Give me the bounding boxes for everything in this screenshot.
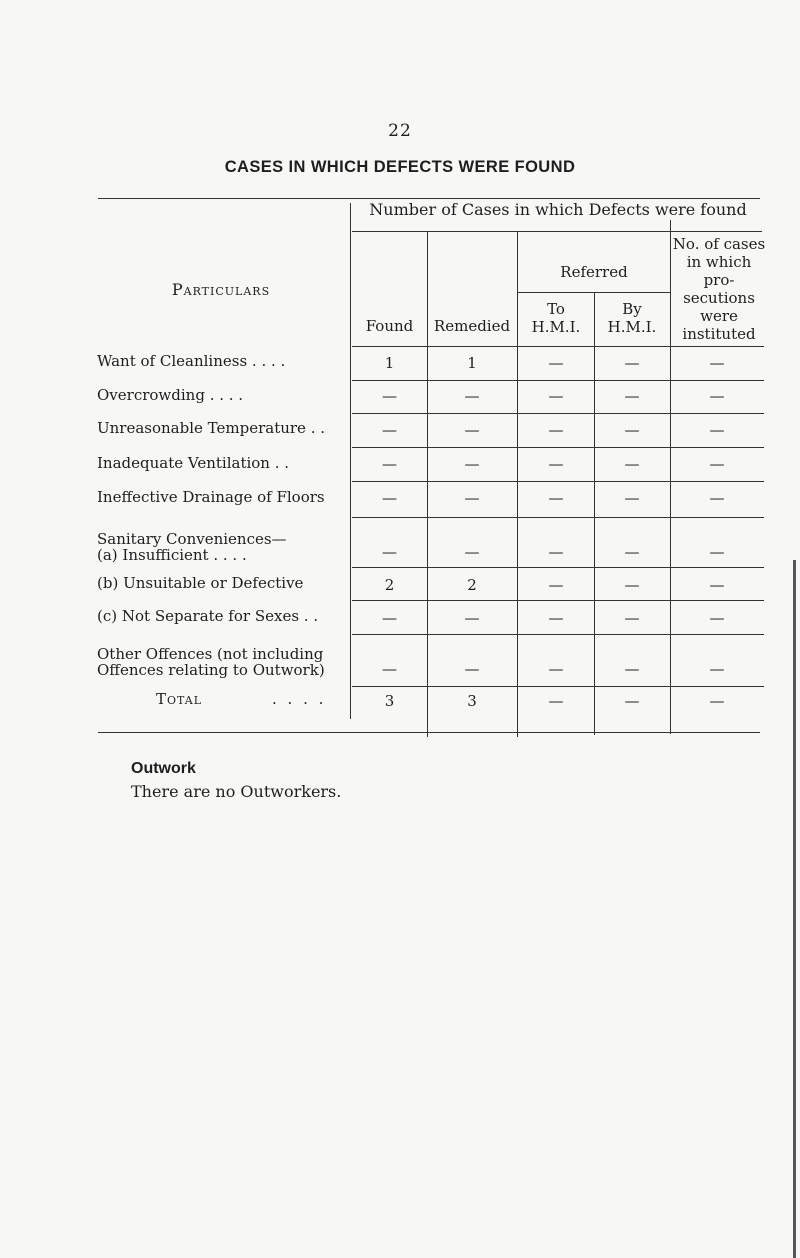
found-value: — xyxy=(382,543,397,561)
header-prosecutions-line: were xyxy=(700,307,738,325)
row-rule xyxy=(352,567,764,568)
header-prosecutions-line: in which xyxy=(686,253,752,271)
prosecutions-value: — xyxy=(709,576,725,594)
header-rule xyxy=(352,231,762,232)
prosecutions-value: — xyxy=(709,660,725,678)
found-value: — xyxy=(382,660,397,678)
to-hmi-total: — xyxy=(548,692,564,710)
page-edge-shadow xyxy=(793,560,796,1258)
page-title: CASES IN WHICH DEFECTS WERE FOUND xyxy=(224,158,576,176)
total-label-text: Total xyxy=(156,690,203,708)
header-to-hmi xyxy=(518,298,594,338)
prosecutions-value: — xyxy=(709,387,725,405)
to-hmi-value: — xyxy=(548,543,564,561)
by-hmi-value: — xyxy=(624,455,640,473)
header-rule xyxy=(518,292,670,293)
header-referred: Referred xyxy=(560,263,628,281)
row-rule xyxy=(352,413,764,414)
remedied-value: — xyxy=(464,421,480,439)
by-hmi-value: — xyxy=(624,543,640,561)
header-particulars: Particulars xyxy=(171,280,271,299)
row-rule xyxy=(352,481,764,482)
row-rule xyxy=(352,686,764,687)
row-rule xyxy=(352,447,764,448)
prosecutions-value: — xyxy=(709,421,725,439)
remedied-value: — xyxy=(464,660,480,678)
to-hmi-value: — xyxy=(548,660,564,678)
row-label: Unreasonable Temperature . . xyxy=(97,419,326,437)
header-prosecutions-line: instituted xyxy=(682,325,756,343)
prosecutions-value: — xyxy=(709,455,725,473)
remedied-value: — xyxy=(464,387,480,405)
header-by-hmi-line2: H.M.I. xyxy=(607,318,657,336)
remedied-value: — xyxy=(464,543,480,561)
row-label: Want of Cleanliness . . . . xyxy=(97,352,286,370)
row-label: Overcrowding . . . . xyxy=(97,386,244,404)
header-by-hmi xyxy=(594,298,670,338)
to-hmi-value: — xyxy=(548,387,564,405)
row-label: Sanitary Conveniences— xyxy=(97,530,287,548)
header-prosecutions-line: No. of cases xyxy=(672,235,766,253)
found-value: — xyxy=(382,455,397,473)
by-hmi-value: — xyxy=(624,660,640,678)
remedied-value: — xyxy=(464,609,480,627)
header-prosecutions-line: pro- xyxy=(703,271,735,289)
table-bottom-rule xyxy=(98,732,760,733)
outwork-heading: Outwork xyxy=(131,760,196,777)
by-hmi-value: — xyxy=(624,387,640,405)
prosecutions-value: — xyxy=(709,354,725,372)
by-hmi-value: — xyxy=(624,609,640,627)
to-hmi-value: — xyxy=(548,609,564,627)
by-hmi-value: — xyxy=(624,354,640,372)
prosecutions-value: — xyxy=(709,609,725,627)
outwork-text: There are no Outworkers. xyxy=(131,782,342,801)
found-value: — xyxy=(382,489,397,507)
header-prosecutions xyxy=(670,236,768,342)
prosecutions-value: — xyxy=(709,489,725,507)
header-number-of-cases: Number of Cases in which Defects were found xyxy=(369,200,747,219)
found-value: — xyxy=(382,387,397,405)
row-rule xyxy=(352,517,764,518)
header-rule xyxy=(352,346,764,347)
to-hmi-value: — xyxy=(548,576,564,594)
row-label: (b) Unsuitable or Defective xyxy=(97,574,304,592)
header-prosecutions-line: secutions xyxy=(683,289,755,307)
row-label: (c) Not Separate for Sexes . . xyxy=(97,607,319,625)
header-remedied: Remedied xyxy=(433,317,511,335)
to-hmi-value: — xyxy=(548,455,564,473)
found-total: 3 xyxy=(384,692,395,710)
row-rule xyxy=(352,600,764,601)
row-label: Other Offences (not including xyxy=(97,645,324,663)
by-hmi-value: — xyxy=(624,421,640,439)
row-label: Inadequate Ventilation . . xyxy=(97,454,290,472)
row-rule xyxy=(352,380,764,381)
header-by-hmi-line1: By xyxy=(622,300,642,318)
prosecutions-value: — xyxy=(709,543,725,561)
by-hmi-value: — xyxy=(624,489,640,507)
row-rule xyxy=(352,634,764,635)
remedied-value: 1 xyxy=(467,354,477,372)
page-number: 22 xyxy=(388,121,412,141)
remedied-value: — xyxy=(464,455,480,473)
to-hmi-value: — xyxy=(548,489,564,507)
found-value: — xyxy=(382,421,397,439)
remedied-value: 2 xyxy=(467,576,477,594)
prosecutions-total: — xyxy=(709,692,725,710)
row-label: Ineffective Drainage of Floors xyxy=(97,488,325,506)
remedied-total: 3 xyxy=(467,692,477,710)
row-label: (a) Insufficient . . . . xyxy=(97,546,247,564)
total-label-dots: . . . . xyxy=(272,690,327,708)
found-value: — xyxy=(382,609,397,627)
header-to-hmi-line1: To xyxy=(547,300,565,318)
header-found: Found xyxy=(365,317,414,335)
found-value: 1 xyxy=(384,354,395,372)
to-hmi-value: — xyxy=(548,421,564,439)
row-label: Offences relating to Outwork) xyxy=(97,661,325,679)
found-value: 2 xyxy=(384,576,395,594)
to-hmi-value: — xyxy=(548,354,564,372)
by-hmi-value: — xyxy=(624,576,640,594)
header-to-hmi-line2: H.M.I. xyxy=(531,318,581,336)
column-divider xyxy=(350,203,351,719)
by-hmi-total: — xyxy=(624,692,640,710)
remedied-value: — xyxy=(464,489,480,507)
